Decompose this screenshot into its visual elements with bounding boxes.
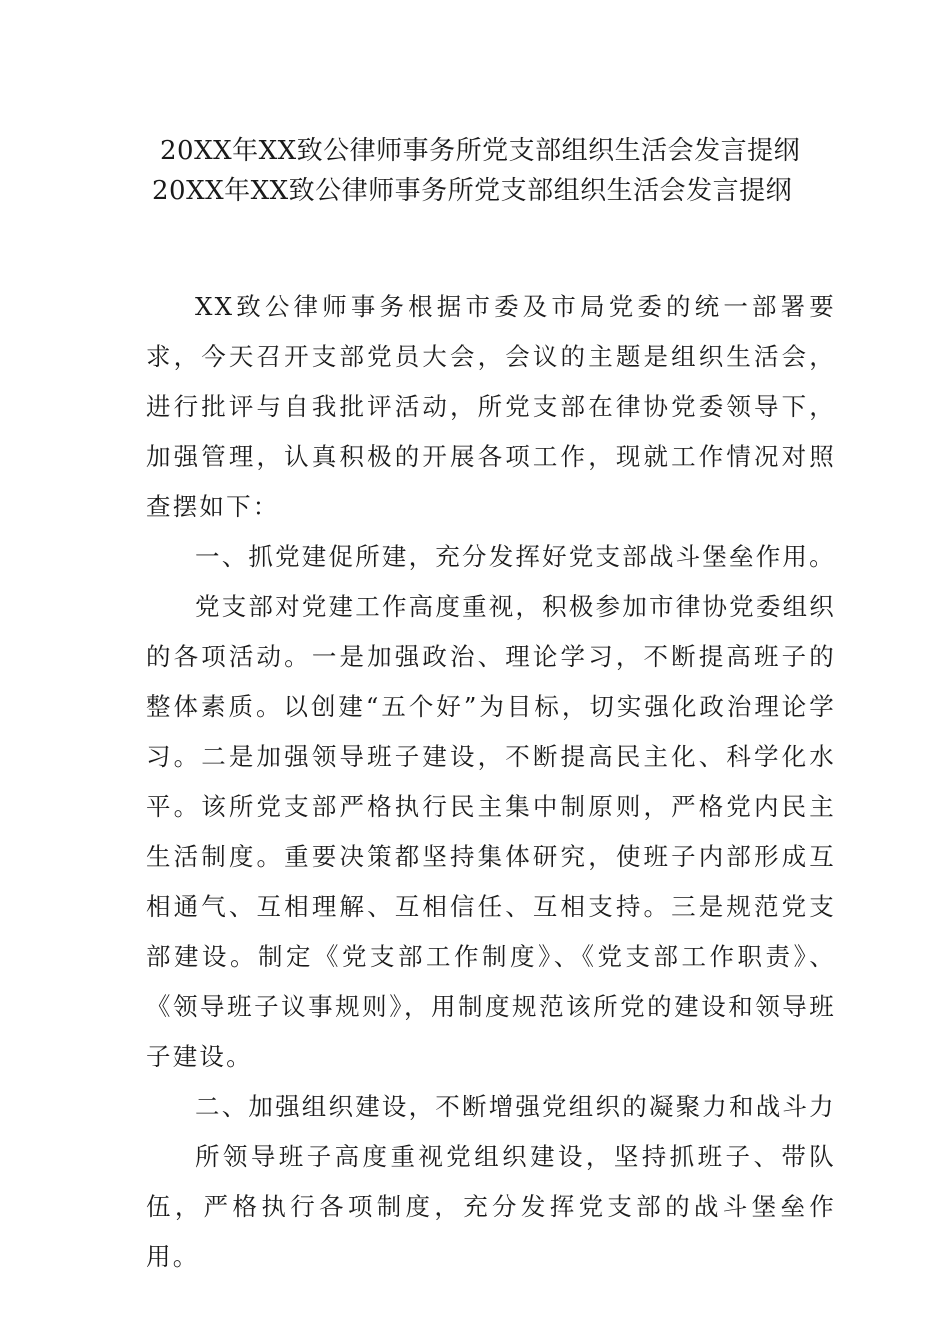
document-title: 20XX年XX致公律师事务所党支部组织生活会发言提纲 [160, 136, 801, 166]
section-heading-1: 一、抓党建促所建，充分发挥好党支部战斗堡垒作用。 [195, 542, 836, 571]
paragraph-section-1: 党支部对党建工作高度重视，积极参加市律协党委组织的各项活动。一是加强政治、理论学习，不断提高班子的整体素质。以创建“五个好”为目标，切实强化政治理论学习。二是加强领导班子建设，不断提高民主化、科学化水平。该所党支部严格执行民主集中制原则，严格党内民主生活制度。重要决策都坚持集体研究，使班子内部形成互相通气、互相理解、互相信任、互相支持。三是规范党支部建设。制定《党支部工作制度》、《党支部工作职责》、《领导班子议事规则》，用制度规范该所党的建设和领导班子建设。 [146, 592, 836, 1071]
paragraph-section-2: 所领导班子高度重视党组织建设，坚持抓班子、带队伍，严格执行各项制度，充分发挥党支部的战斗堡垒作用。 [146, 1142, 836, 1271]
document-title-repeat: 20XX年XX致公律师事务所党支部组织生活会发言提纲 [152, 176, 793, 206]
paragraph-intro: XX致公律师事务根据市委及市局党委的统一部署要求，今天召开支部党员大会，会议的主题是组织生活会，进行批评与自我批评活动，所党支部在律协党委领导下，加强管理，认真积极的开展各项工作，现就工作情况对照查摆如下： [146, 292, 836, 521]
document-body [146, 282, 836, 1282]
section-heading-2: 二、加强组织建设，不断增强党组织的凝聚力和战斗力 [195, 1092, 836, 1121]
